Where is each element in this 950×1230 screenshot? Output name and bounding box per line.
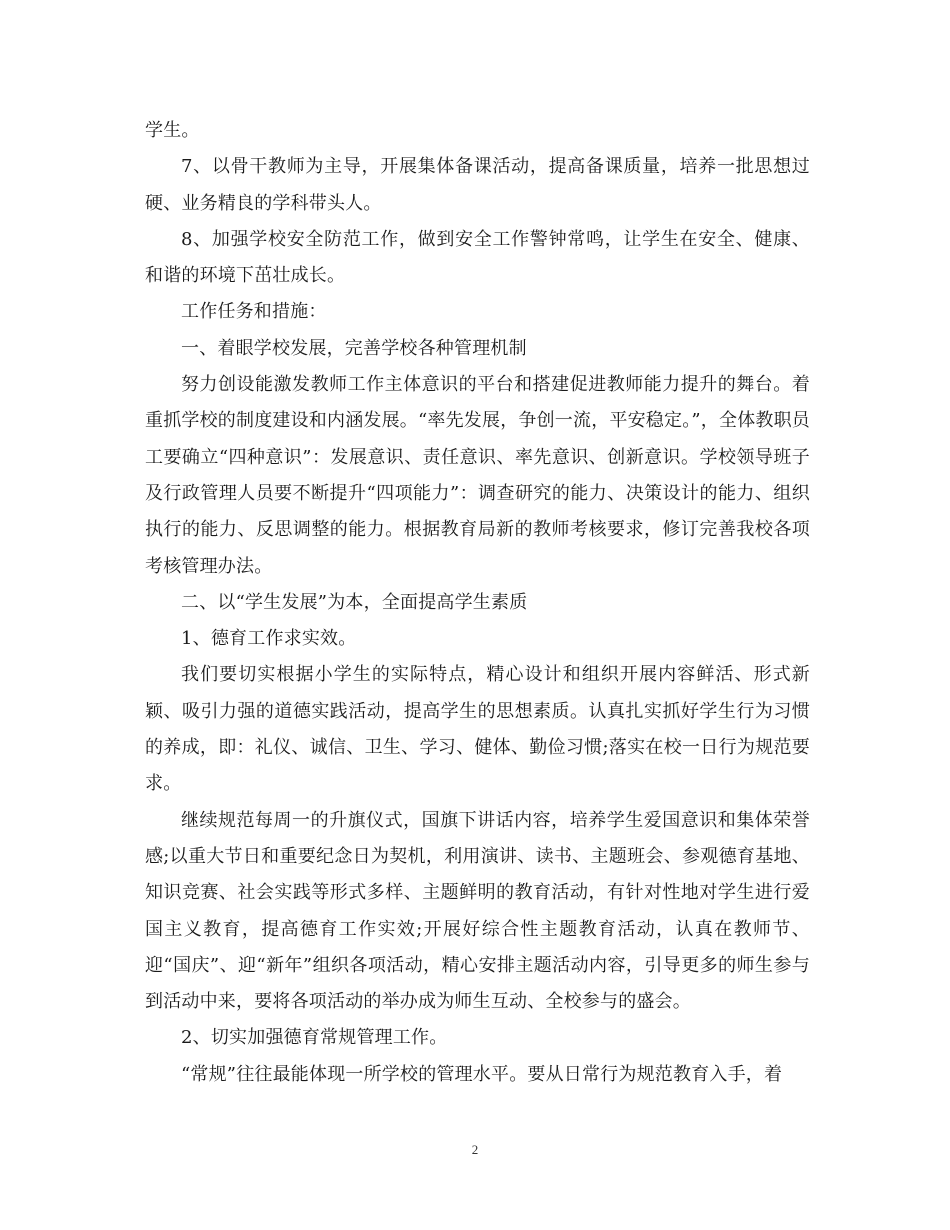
paragraph-3: 8、加强学校安全防范工作，做到安全工作警钟常鸣，让学生在安全、健康、和谐的环境下茁壮成长。: [145, 228, 810, 287]
paragraph-10: 继续规范每周一的升旗仪式，国旗下讲话内容，培养学生爱国意识和集体荣誉感;以重大节日和重要纪念日为契机，利用演讲、读书、主题班会、参观德育基地、知识竞赛、社会实践等形式多样、主题鲜明的教育活动，有针对性地对学生进行爱国主义教育，提高德育工作实效;开展好综合性主题教育活动，认真在教师节、迎“国庆”、迎“新年”组织各项活动，精心安排主题活动内容，引导更多的师生参与到活动中来，要将各项活动的举办成为师生互动、全校参与的盛会。: [145, 809, 810, 1013]
section-heading-1: 一、着眼学校发展，完善学校各种管理机制: [181, 337, 527, 359]
section-heading-2: 二、以“学生发展”为本，全面提高学生素质: [181, 591, 528, 613]
paragraph-1: 学生。: [145, 120, 200, 141]
subsection-heading-2: 2、切实加强德育常规管理工作。: [181, 1027, 448, 1049]
paragraph-9: 我们要切实根据小学生的实际特点，精心设计和组织开展内容鲜活、形式新颖、吸引力强的道德实践活动，提高学生的思想素质。认真扎实抓好学生行为习惯的养成，即：礼仪、诚信、卫生、学习、健体、勤俭习惯;落实在校一日行为规范要求。: [145, 664, 810, 795]
paragraph-6: 努力创设能激发教师工作主体意识的平台和搭建促进教师能力提升的舞台。着重抓学校的制度建设和内涵发展。“率先发展，争创一流，平安稳定。”，全体教职员工要确立“四种意识”：发展意识、责任意识、率先意识、创新意识。学校领导班子及行政管理人员要不断提升“四项能力”：调查研究的能力、决策设计的能力、组织执行的能力、反思调整的能力。根据教育局新的教师考核要求，修订完善我校各项考核管理办法。: [145, 374, 811, 577]
document-body: [145, 113, 810, 1093]
subsection-heading-1: 1、德育工作求实效。: [181, 628, 357, 650]
paragraph-12: “常规”往往最能体现一所学校的管理水平。要从日常行为规范教育入手，着: [181, 1063, 783, 1085]
paragraph-4: 工作任务和措施：: [181, 301, 327, 323]
page-number: 2: [471, 1142, 479, 1157]
paragraph-2: 7、以骨干教师为主导，开展集体备课活动，提高备课质量，培养一批思想过硬、业务精良的学科带头人。: [145, 156, 810, 214]
